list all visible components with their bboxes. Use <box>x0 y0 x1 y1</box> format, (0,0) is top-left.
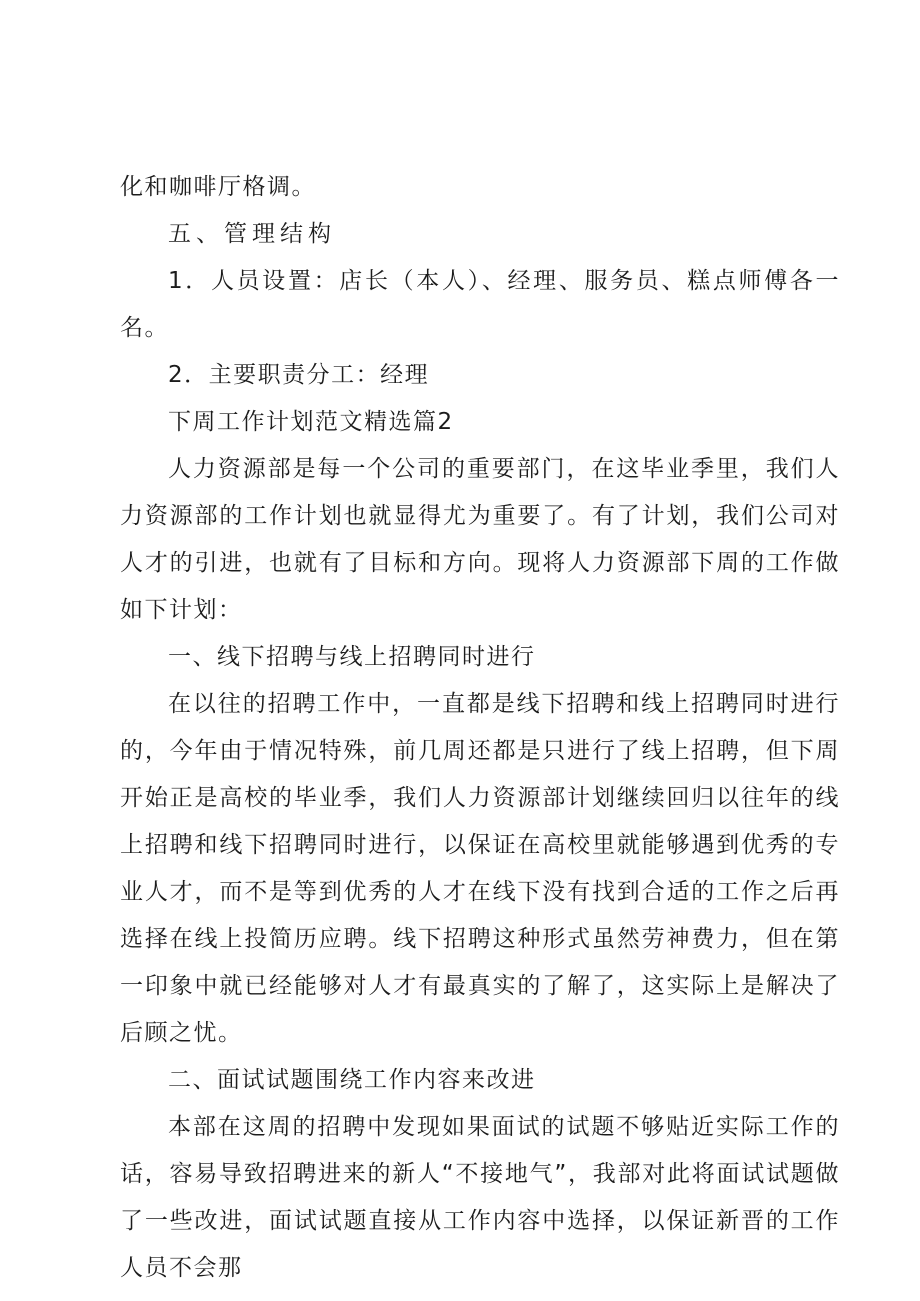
paragraph: 在以往的招聘工作中，一直都是线下招聘和线上招聘同时进行的，今年由于情况特殊，前几周还都是只进行了线上招聘，但下周开始正是高校的毕业季，我们人力资源部计划继续回归以往年的线上招聘和线下招聘同时进行，以保证在高校里就能够遇到优秀的专业人才，而不是等到优秀的人才在线下没有找到合适的工作之后再选择在线上投简历应聘。线下招聘这种形式虽然劳神费力，但在第一印象中就已经能够对人才有最真实的了解了，这实际上是解决了后顾之忧。 <box>120 691 840 1046</box>
paragraph: 本部在这周的招聘中发现如果面试的试题不够贴近实际工作的话，容易导致招聘进来的新人“不接地气”，我部对此将面试试题做了一些改进，面试试题直接从工作内容中选择，以保证新晋的工作人员不会那 <box>120 1114 840 1281</box>
section-heading: 一、线下招聘与线上招聘同时进行 <box>168 644 536 670</box>
section-heading: 二、面试试题围绕工作内容来改进 <box>168 1067 536 1093</box>
section-heading: 五、管理结构 <box>168 221 336 247</box>
list-item: 2．主要职责分工：经理 <box>168 362 430 388</box>
paragraph: 人力资源部是每一个公司的重要部门，在这毕业季里，我们人力资源部的工作计划也就显得尤为重要了。有了计划，我们公司对人才的引进，也就有了目标和方向。现将人力资源部下周的工作做如下计划： <box>120 456 840 623</box>
list-item: 1．人员设置：店长（本人）、经理、服务员、糕点师傅各一名。 <box>120 268 840 341</box>
text-line: 化和咖啡厅格调。 <box>120 174 316 200</box>
article-title: 下周工作计划范文精选篇2 <box>168 409 454 435</box>
document-body <box>120 164 840 1292</box>
